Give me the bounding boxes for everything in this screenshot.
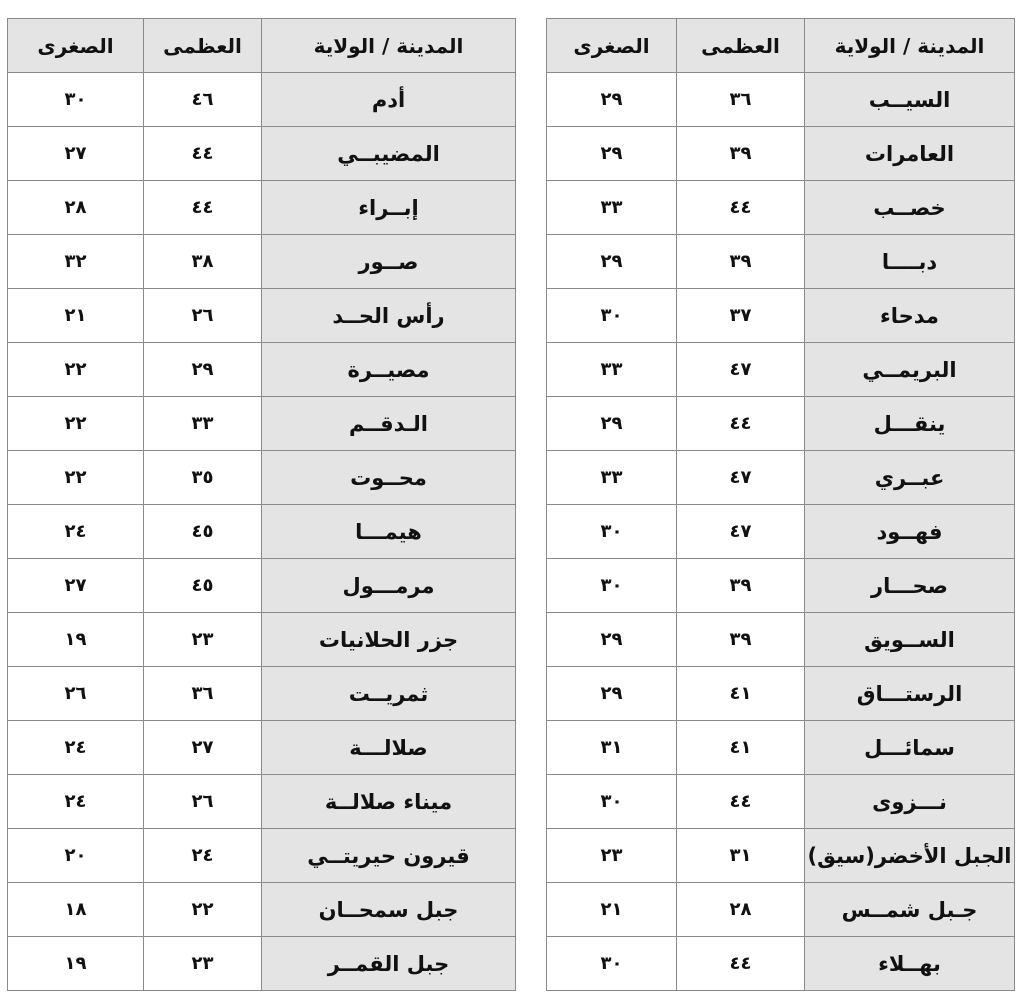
table-row [547,883,1015,937]
table-row [8,289,516,343]
max-temp-cell: ٣٩ [677,613,805,667]
min-temp-cell: ٣١ [547,721,677,775]
temperature-table-right [546,18,1015,991]
table-row [8,937,516,991]
city-cell: الســويق [805,613,1015,667]
table-row [8,667,516,721]
city-cell: مدحاء [805,289,1015,343]
table-row [547,235,1015,289]
table-row [8,829,516,883]
table-row [547,721,1015,775]
city-cell: ثمريــت [262,667,516,721]
min-temp-cell: ٢١ [8,289,144,343]
max-temp-cell: ٣٧ [677,289,805,343]
max-temp-cell: ٤٤ [144,127,262,181]
max-temp-cell: ٣٩ [677,235,805,289]
table-header-row [547,19,1015,73]
max-temp-cell: ٤٤ [677,937,805,991]
min-temp-cell: ٣٣ [547,181,677,235]
table-row [8,235,516,289]
max-temp-cell: ٤٥ [144,559,262,613]
max-temp-cell: ٤٦ [144,73,262,127]
max-temp-cell: ٤٤ [144,181,262,235]
min-temp-cell: ٢٩ [547,667,677,721]
table-row [547,127,1015,181]
max-temp-cell: ٤٤ [677,775,805,829]
city-cell: صحـــار [805,559,1015,613]
city-cell: محــوت [262,451,516,505]
table-row [8,883,516,937]
city-cell: نـــزوى [805,775,1015,829]
min-temp-cell: ٢٠ [8,829,144,883]
max-temp-cell: ٢٣ [144,613,262,667]
max-temp-cell: ٣٩ [677,559,805,613]
min-temp-cell: ٢٩ [547,127,677,181]
max-temp-cell: ٤٧ [677,505,805,559]
city-cell: السيــب [805,73,1015,127]
city-cell: ميناء صلالــة [262,775,516,829]
header-max: العظمى [144,19,262,73]
max-temp-cell: ٢٦ [144,289,262,343]
city-cell: سمائـــل [805,721,1015,775]
table-row [547,829,1015,883]
table-row [547,775,1015,829]
city-cell: صــور [262,235,516,289]
min-temp-cell: ٣٠ [547,775,677,829]
city-cell: إبــراء [262,181,516,235]
header-min: الصغرى [8,19,144,73]
min-temp-cell: ٣٠ [547,505,677,559]
table-row [547,937,1015,991]
max-temp-cell: ٢٦ [144,775,262,829]
city-cell: جزر الحلانيات [262,613,516,667]
table-row [547,181,1015,235]
table-row [547,289,1015,343]
table-body-left [8,73,516,991]
table-row [547,397,1015,451]
table-row [547,505,1015,559]
table-row [8,451,516,505]
city-cell: رأس الحــد [262,289,516,343]
max-temp-cell: ٣٩ [677,127,805,181]
min-temp-cell: ٣٣ [547,343,677,397]
header-city: المدينة / الولاية [262,19,516,73]
table-row [547,613,1015,667]
city-cell: قيرون حيريتــي [262,829,516,883]
min-temp-cell: ٣٠ [8,73,144,127]
table-row [8,559,516,613]
min-temp-cell: ٢٩ [547,613,677,667]
city-cell: جبل القمــر [262,937,516,991]
city-cell: المضيبــي [262,127,516,181]
city-cell: جبل سمحــان [262,883,516,937]
max-temp-cell: ٤١ [677,667,805,721]
min-temp-cell: ٢٩ [547,397,677,451]
header-city: المدينة / الولاية [805,19,1015,73]
min-temp-cell: ١٨ [8,883,144,937]
min-temp-cell: ٢٤ [8,775,144,829]
table-row [547,451,1015,505]
temperature-table-left [7,18,516,991]
min-temp-cell: ٢٢ [8,343,144,397]
max-temp-cell: ٣٥ [144,451,262,505]
max-temp-cell: ٢٨ [677,883,805,937]
min-temp-cell: ٣٣ [547,451,677,505]
min-temp-cell: ٢٩ [547,235,677,289]
table-row [8,505,516,559]
city-cell: فهــود [805,505,1015,559]
table-row [547,73,1015,127]
table-row [8,775,516,829]
min-temp-cell: ٢٢ [8,397,144,451]
table-body-right [547,73,1015,991]
min-temp-cell: ٢٤ [8,721,144,775]
header-min: الصغرى [547,19,677,73]
min-temp-cell: ٢٧ [8,559,144,613]
min-temp-cell: ٣٢ [8,235,144,289]
min-temp-cell: ٢٧ [8,127,144,181]
table-row [8,343,516,397]
city-cell: أدم [262,73,516,127]
min-temp-cell: ٢٤ [8,505,144,559]
max-temp-cell: ٤٧ [677,451,805,505]
city-cell: مرمـــول [262,559,516,613]
table-row [8,181,516,235]
city-cell: خصــب [805,181,1015,235]
max-temp-cell: ٤٧ [677,343,805,397]
table-row [8,397,516,451]
max-temp-cell: ٢٢ [144,883,262,937]
min-temp-cell: ١٩ [8,613,144,667]
city-cell: البريمــي [805,343,1015,397]
max-temp-cell: ٢٩ [144,343,262,397]
table-row [547,667,1015,721]
max-temp-cell: ٢٤ [144,829,262,883]
city-cell: الرستـــاق [805,667,1015,721]
max-temp-cell: ٣٦ [144,667,262,721]
min-temp-cell: ٢٦ [8,667,144,721]
city-cell: عبــري [805,451,1015,505]
city-cell: الـدقــم [262,397,516,451]
max-temp-cell: ٤٤ [677,397,805,451]
table-header-row [8,19,516,73]
city-cell: هيمـــا [262,505,516,559]
max-temp-cell: ٣١ [677,829,805,883]
city-cell: الجبل الأخضر(سيق) [805,829,1015,883]
min-temp-cell: ٢٩ [547,73,677,127]
min-temp-cell: ٢٨ [8,181,144,235]
max-temp-cell: ٣٦ [677,73,805,127]
min-temp-cell: ٢١ [547,883,677,937]
max-temp-cell: ٤٤ [677,181,805,235]
table-row [8,721,516,775]
table-row [8,127,516,181]
table-row [8,73,516,127]
max-temp-cell: ٤٥ [144,505,262,559]
max-temp-cell: ٣٣ [144,397,262,451]
min-temp-cell: ٢٣ [547,829,677,883]
city-cell: جـبل شمــس [805,883,1015,937]
city-cell: دبــــا [805,235,1015,289]
table-row [8,613,516,667]
table-row [547,343,1015,397]
city-cell: العامرات [805,127,1015,181]
city-cell: صلالـــة [262,721,516,775]
max-temp-cell: ٤١ [677,721,805,775]
max-temp-cell: ٣٨ [144,235,262,289]
min-temp-cell: ٢٢ [8,451,144,505]
min-temp-cell: ٣٠ [547,937,677,991]
city-cell: بهــلاء [805,937,1015,991]
max-temp-cell: ٢٣ [144,937,262,991]
header-max: العظمى [677,19,805,73]
min-temp-cell: ٣٠ [547,289,677,343]
city-cell: ينقـــل [805,397,1015,451]
table-row [547,559,1015,613]
min-temp-cell: ٣٠ [547,559,677,613]
min-temp-cell: ١٩ [8,937,144,991]
city-cell: مصيــرة [262,343,516,397]
max-temp-cell: ٢٧ [144,721,262,775]
